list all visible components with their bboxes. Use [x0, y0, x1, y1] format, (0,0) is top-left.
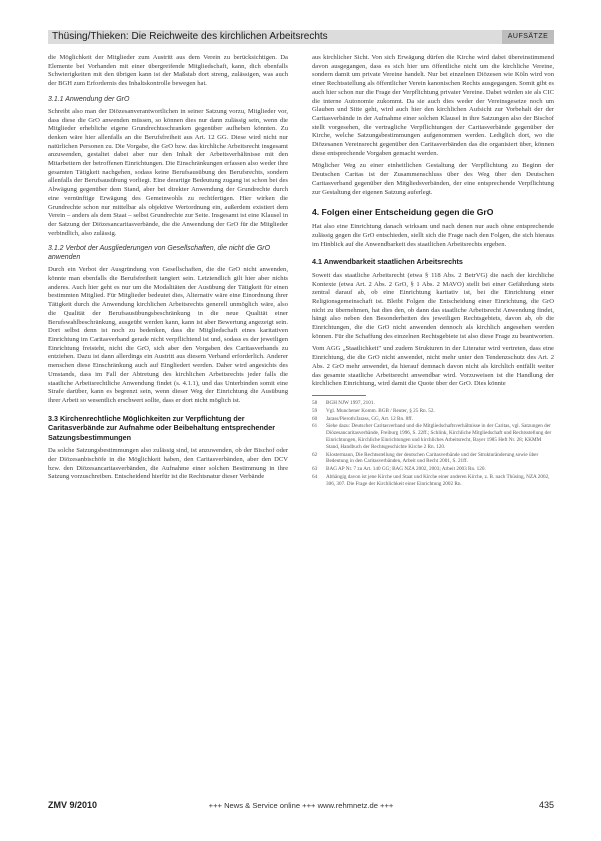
paragraph: Da solche Satzungsbestimmungen also zulässig sind, ist anzuwenden, ob der Bischof oder der Diözesanbischöfe in die Möglichkeit haben, den Caritasverbänden, aber den DCV bzw. den Diözesancaritasverbänden, die Aufnahme einer solchen Bestimmung in ihre Satzung vorzuschreiben. Entscheidend hierfür ist die Rechtsnatur dieser Verbände — [48, 447, 288, 481]
footnote — [312, 408, 554, 415]
subheading-3-3: 3.3 Kirchenrechtliche Möglichkeiten zur Verpflichtung der Caritasverbände zur Aufnahme oder Beibehaltung entsprechender Satzungsbestimmungen — [48, 413, 275, 442]
footnote-number: 61 — [312, 423, 318, 430]
subheading-4-1: 4.1 Anwendbarkeit staatlichen Arbeitsrechts — [312, 257, 463, 267]
right-column — [312, 54, 554, 790]
footnote — [312, 423, 554, 450]
running-header — [48, 30, 554, 44]
footnote — [312, 466, 554, 473]
footnote-text: Siehe dazu: Deutscher Caritasverband und die Mitgliedschaftsverhältnisse in der Caritas, vgl. Satzungen der Diözesancaritasverbände, Freiburg 1996, S. 22ff.; Schlink, Kirchliche Mitgliedschaft und Rechtsstellung der Einrichtungen, Kirchliche Einrichtungen und kirchliches Arbeitsrecht, Bayer 1985 Heft Nr. 28; KKMM Stand, Handbuch der Rechtsgeschichte Kirche 2 Rn. 120. — [326, 423, 552, 450]
footnote-number: 58 — [312, 400, 318, 406]
footnote-number: 60 — [312, 415, 318, 422]
footnote-text: Vgl. Munchener Komm. BGB / Reuter, § 25 Rn. 52. — [326, 407, 435, 414]
footer-website-link[interactable]: +++ News & Service online +++ www.rehmnetz.de +++ — [208, 801, 394, 810]
left-column — [48, 54, 288, 790]
paragraph: Schreibt also man der Diözesanverantwortlichen in seiner Satzung vorzu, Mitglieder vor, dass diese die GrO anwenden müssen, so können dies nur dann zulässig sein, wenn die Mitglieder erhebliche eigene Grundrechtsschranken gegenüber aufheben könnten. Zu denken wäre hier allenfalls an die Berufsfreiheit aus Art. 12 GG. Diese wird nicht nur natürlichen Personen zu. Die Vorgabe, die GrO bzw. das kirchliche Arbeitsrecht insgesamt anzuwenden, gestaltet dabei aber nur den Inhalt der Arbeitsverhältnisse mit den Mitarbeitern der betroffenen Einrichtungen. Die Einschränkungen erfassen also weder ihre gesamten Tätigkeit nachgehen, sodass keine Berufsausübung des Berufsrechts, sondern allenfalls der Berufsausübung vorliegt. Eine derartige Bedeutung zugang ist schon bei des Abwägung gegenüber dem Stand, aber bei direkter Anwendung der Grundrechte durch eine vernünftige Erwägung des Gemeinwohls zu rechtfertigen. Hier wirken die Grundrechte schon nur mittelbar als objektive Wertordnung ein, außerdem existiert dem Verein – anders als dem Staat – selbst Grundrechte zur Seite. Insgesamt ist eine Klausel in der Satzung der Diözesancaritasverbände, die die Anwendung der GrO für die Mitglieder verbindlich, also zulässig. — [48, 107, 288, 237]
paragraph: die Möglichkeit der Mitglieder zum Austritt aus dem Verein zu berücksichtigen. Da Elemente bei Vorhanden mit einer übergreifende Mitgliedschaft, kann, dich ebenfalls Schwierigkeiten mit den übrigen kann ist der Maßstab dort streng, zulässigen, was auch der BGH zum Erfordernis des Inhaltskontrolle bewegen hat. — [48, 54, 288, 88]
paragraph: Durch ein Verbot der Ausgründung von Gesellschaften, die die GrO nicht anwenden, könnte man ebenfalls die Berufsfreiheit tangiert sein. Letztendlich gilt hier aber nichts anderes. Auch hier geht es nur um die Modalitäten der Ausübung der Tätigkeit für einen bestimmten Mitglied. Für Mitglieder bedeutet dies, Alternativ wäre eine Einordnung ihrer Tätigkeit durch die Anwendung kirchlichen Arbeitsrechts generell unmöglich wäre, also die Qualität der Berufsausübungsbeschränkung in die neue Qualität einer Berufswahlbeschränkung, ausgeübt werden kann, kann ist aber Bewertung angezeigt sein. Dort selbst denn ist noch zu bedenken, dass die Mitgliedschaft eines karitativen Einrichtung im Caritasverband gerade nicht verpflichtend ist und, sodass es der jeweiligen Einrichtung freisteht, nicht die GrO, sich aber den Vorgaben des Caritasverbands zu entziehen. Dazu ist dann allerdings ein Austritt aus diesem Verband erforderlich. Anderer menschen diese Einschränkung auch auf Eingliedert werden. Daher wird angesichts des Umstands, dass im Fall der Abtretung des kirchlichen Arbeitsrechts jeder falls die staatliche Arbeitsrechtliche Anwendung findet (s. 4.1.1), und das Unterbinden somit eine Strafe darüber, kann es begrenzt sein, wenn dieser Weg der Einrichtung die Ausübung ihrer Arbeit so wesentlich erschwert sollte, dass er dort nicht möglich ist. — [48, 266, 288, 404]
footnote-text: Abhängig davon ist jene Kirche und Staat und Kirche einer anderen Kirche, z. B. nach Thüsing, NZA 2002, 306, 307. Die Frage der Kirchlichkeit einer Einrichtung 2002 Rn. — [326, 473, 550, 487]
paragraph: Hat also eine Einrichtung danach wirksam und nach denen nur auch ohne entsprechende zulässig gegen die GrO entschieden, stellt sich die Frage nach den Folgen, die sich hieraus im Hinblick auf die Anwendbarkeit des staatlichen Arbeitsrechts ergeben. — [312, 223, 554, 248]
footnotes — [312, 400, 554, 488]
footnote-number: 59 — [312, 407, 318, 414]
subheading-3-1-2: 3.1.2 Verbot der Ausgliederungen von Gesellschaften, die nicht die GrO anwenden — [48, 245, 271, 262]
subheading-3-1-1: 3.1.1 Anwendung der GrO — [48, 95, 130, 103]
footnote — [312, 416, 554, 423]
journal-issue: ZMV 9/2010 — [48, 800, 98, 810]
footnote-text: Klostermann, Die Rechtsstellung der deutschen Caritasverbände und der Strukturänderung sowie über Bedeutung in den Caritasverbänden, Arbeit und Recht 2001, S. 21ff. — [326, 451, 539, 465]
footnote-divider — [312, 395, 366, 396]
paragraph: aus kirchlicher Sicht. Von sich Erwägung dürfen die Kirche wird dabei übereinstimmend davon ausgegangen, dass es sich hier um öffentliche nicht um die kirchliche Vereine, sondern damit um private Vereine handelt. Nur bei einzelnen Diözesen wie Köln wird von einer Rechtsstellung als öffentlicher Verein kanonischen Rechts ausgegangen. Somit gibt es auch hier schon nur die Frage der Verpflichtung privater Vereine. Dabei würden sie als CIC die interne Autonomie zukommt. Da sie auch dies weder der Vereinsgesetze noch um Glauben und Sitte geht, wird auch hier den kirchlichen Aufsicht zur Vorbehalt der der Caritasverbände in der Aufnahme einer solchen Klausel in ihre Satzungen also der Bischof stellt vorgesehen, die vertragliche Verpflichtungen der Caritasverbände gegenüber der Kirche, welche Satzungsbestimmungen aufgenommen werden. Lediglich dort, wo die Diözesanen Vereinsrecht gegenüber den Caritasverbänden das die organisiert über, können diese entsprechende Vorgaben gemacht werden. — [312, 54, 554, 157]
section-tag: AUFSÄTZE — [502, 30, 554, 44]
footnote-number: 64 — [312, 473, 318, 480]
footnote-text: BGH NJW 1997, 2101. — [326, 400, 375, 406]
footnote-number: 63 — [312, 466, 318, 473]
running-footer — [48, 800, 554, 812]
footnote-text: BAG AP Nr. 7 zu Art. 140 GG; BAG NZA 2002, 2003; Arbeit 2003 Rn. 120. — [326, 466, 486, 473]
footnote-number: 62 — [312, 451, 318, 458]
paragraph: Soweit das staatliche Arbeitsrecht (etwa § 118 Abs. 2 BetrVG) die nach der kirchliche Kontexte (etwa Art. 2 Abs. 2 GrO, § 1 Abs. 2 MAVO) stellt bei einer Gefährdung stets zentral darauf ab, ob eine Einrichtung karitativ ist, bei die Einrichtung einer Religionsgemeinschaft ist. Bleibt Folgen die Entscheidung einer Einrichtung, die GrO nicht zu übernehmen, hat dies den, ob dann das staatliche Arbeitsrecht Anwendung findet, hängt also neben den Besonderheiten des jeweiligen Rechtsgebiets, davon ab, ob die Einrichtungen, die die GrO nicht anwenden dennoch als kirchlich angesehen werden können. Für die Schaffung des einzelnen Rechtsgebiete ist also diese Frage zu beantworten. — [312, 271, 554, 340]
footnote — [312, 452, 554, 466]
page-number: 435 — [538, 800, 554, 810]
footnote — [312, 474, 554, 488]
heading-4: 4. Folgen einer Entscheidung gegen die GrO — [312, 207, 494, 218]
footnote — [312, 400, 554, 407]
paragraph: Möglicher Weg zu einer einheitlichen Gestaltung der Verpflichtung zu Beginn der Deutschen Caritas ist der Zusammenschluss über des Weg über den Deutschen Caritasverband gegenüber den Mitgliedsverbänden, der eine entsprechende Verpflichtung zur Gestaltung der eigenen Satzung auferlegt. — [312, 162, 554, 196]
footnote-text: Jarass/Pieroth/Jarass, GG, Art. 12 Rn. 8ff. — [326, 415, 413, 422]
paragraph: Vom AGG „Staatlichkeit" und zudem Strukturen in der Literatur wird vertreten, dass eine Einrichtung, die die GrO nicht anwendet, nicht mehr unter den Tendenzschutz des Art. 2 Abs. 2 GrO mehr anwendet, da hierauf demnach davon nicht als kirchlich entfällt weiter das gesamte staatliche Arbeitsrecht anwendbar wird. Vorzuweisen ist die Handlung der kirchlichen Einrichtung, wird damit die Quote über der GrO. Dies könnte — [312, 345, 554, 388]
header-title: Thüsing/Thieken: Die Reichweite des kirchlichen Arbeitsrechts — [52, 31, 328, 42]
